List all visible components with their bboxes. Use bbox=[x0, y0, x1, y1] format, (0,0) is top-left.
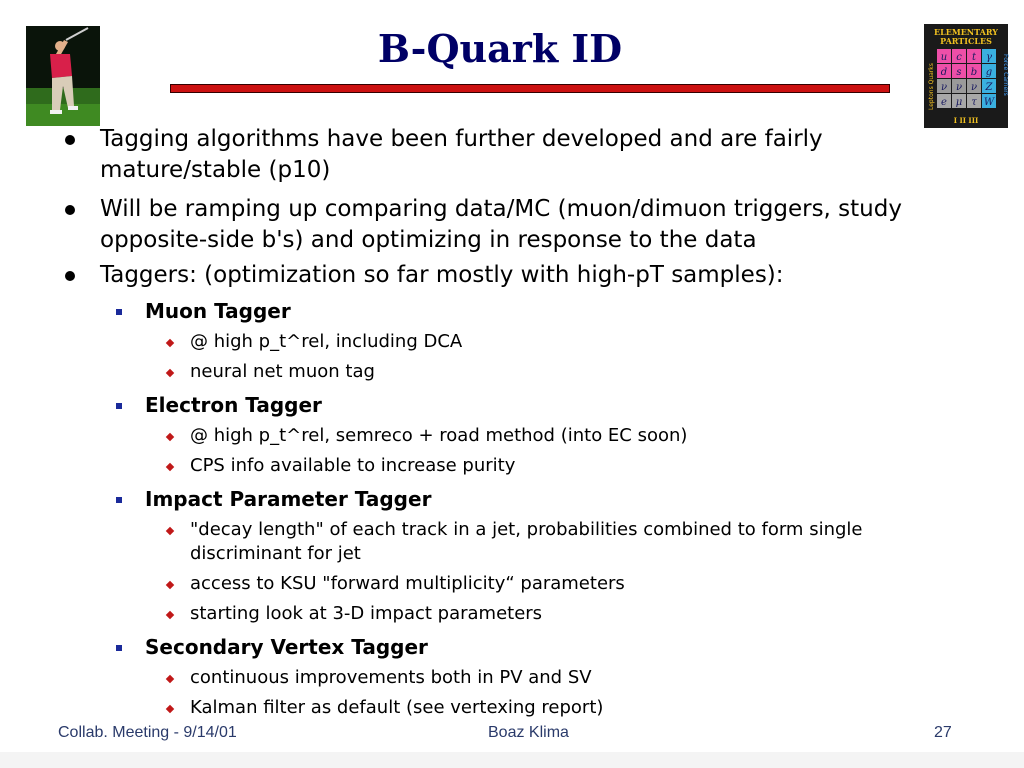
particle-symbol: s bbox=[956, 67, 962, 78]
particle-symbol: g bbox=[985, 67, 993, 78]
particle-symbol: ν bbox=[970, 82, 978, 93]
particle-symbol: ν bbox=[940, 82, 948, 93]
particle-symbol: c bbox=[956, 52, 962, 63]
logo-generations: I II III bbox=[953, 116, 979, 125]
logo-side-right: Force Carriers bbox=[1002, 54, 1009, 96]
footer-author: Boaz Klima bbox=[488, 724, 569, 741]
bullet-text: Muon Tagger bbox=[145, 299, 291, 323]
bullet-marker-icon bbox=[116, 309, 122, 315]
particle-symbol: t bbox=[971, 52, 977, 63]
particle-symbol: d bbox=[940, 67, 948, 78]
bullet-marker-icon bbox=[166, 581, 174, 589]
bullet-marker-icon bbox=[116, 645, 122, 651]
bullet-marker-icon bbox=[166, 611, 174, 619]
bullet-marker-icon bbox=[166, 339, 174, 347]
bullet-text: access to KSU "forward multiplicity“ parameters bbox=[190, 573, 625, 594]
footer-page-number: 27 bbox=[934, 724, 952, 741]
bullet-text: continuous improvements both in PV and SV bbox=[190, 667, 592, 688]
bullet-marker-icon bbox=[65, 205, 75, 215]
particle-symbol: τ bbox=[971, 97, 977, 108]
particle-symbol: e bbox=[941, 97, 947, 108]
bullet-text: "decay length" of each track in a jet, probabilities combined to form single discriminant for jet bbox=[190, 519, 863, 564]
logo-heading-line1: ELEMENTARY bbox=[934, 27, 998, 37]
bullet-text: Kalman filter as default (see vertexing report) bbox=[190, 697, 604, 718]
particle-symbol: ν bbox=[955, 82, 963, 93]
bullet-text: @ high p_t^rel, including DCA bbox=[190, 331, 463, 352]
bullet-text: Tagging algorithms have been further developed and are fairly mature/stable (p10) bbox=[100, 126, 823, 183]
particle-symbol: b bbox=[970, 67, 978, 78]
bullet-text: Secondary Vertex Tagger bbox=[145, 635, 428, 659]
particle-symbol: μ bbox=[955, 97, 963, 108]
bullet-text: neural net muon tag bbox=[190, 361, 375, 382]
bullet-text: Impact Parameter Tagger bbox=[145, 487, 432, 511]
bullet-text: Taggers: (optimization so far mostly with high-pT samples): bbox=[100, 262, 784, 288]
bullet-text: Electron Tagger bbox=[145, 393, 322, 417]
logo-heading-line2: PARTICLES bbox=[940, 36, 992, 46]
bullet-text: @ high p_t^rel, semreco + road method (into EC soon) bbox=[190, 425, 688, 446]
footer-meeting: Collab. Meeting - 9/14/01 bbox=[58, 724, 237, 741]
bullet-marker-icon bbox=[166, 527, 174, 535]
bullet-marker-icon bbox=[65, 271, 75, 281]
bullet-marker-icon bbox=[166, 369, 174, 377]
particle-symbol: γ bbox=[986, 52, 992, 63]
bullet-text: Will be ramping up comparing data/MC (muon/dimuon triggers, study opposite-side b's) and optimizing in response to the data bbox=[100, 196, 902, 253]
bullet-marker-icon bbox=[65, 135, 75, 145]
bullet-text: CPS info available to increase purity bbox=[190, 455, 516, 476]
logo-side-left: Leptons Quarks bbox=[928, 63, 935, 110]
slide-title: B-Quark ID bbox=[377, 26, 623, 71]
bullet-text: starting look at 3-D impact parameters bbox=[190, 603, 543, 624]
particle-symbol: Z bbox=[985, 82, 993, 93]
particle-symbol: u bbox=[940, 52, 948, 63]
bullet-marker-icon bbox=[166, 433, 174, 441]
bullet-marker-icon bbox=[166, 675, 174, 683]
particle-symbol: W bbox=[983, 97, 995, 108]
bullet-marker-icon bbox=[116, 497, 122, 503]
bullet-marker-icon bbox=[116, 403, 122, 409]
bullet-marker-icon bbox=[166, 463, 174, 471]
bullet-marker-icon bbox=[166, 705, 174, 713]
bottom-band bbox=[0, 752, 1024, 768]
